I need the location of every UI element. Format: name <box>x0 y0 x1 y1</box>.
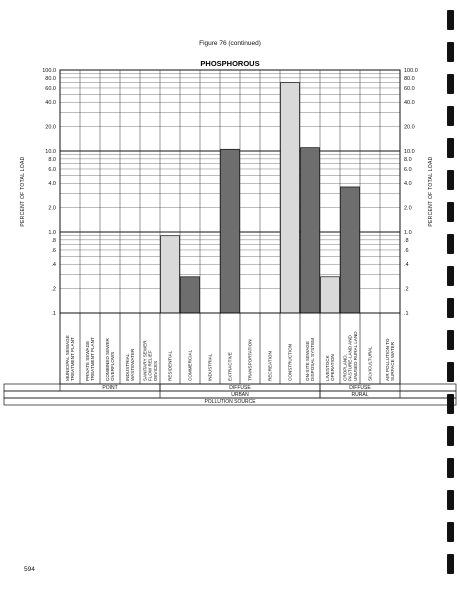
category-label-line: WASTEWATER <box>130 348 136 381</box>
bar <box>161 236 180 313</box>
category-label-line: CROPLAND, <box>342 354 348 381</box>
binder-tab <box>447 170 454 190</box>
y-tick-label-right: 20.0 <box>404 124 415 131</box>
group-label: URBAN <box>231 392 249 399</box>
y-tick-label-left: 2.0 <box>48 205 56 212</box>
category-label-line: COMBINED SEWER <box>105 338 110 381</box>
binder-tab <box>447 490 454 510</box>
y-tick-label-right: 8.0 <box>404 156 412 163</box>
binder-tab <box>447 138 454 158</box>
y-tick-label-left: 6.0 <box>48 166 56 173</box>
y-axis-label-right: PERCENT OF TOTAL LOAD <box>428 156 434 227</box>
group-label: RURAL <box>351 392 369 399</box>
category-label <box>288 344 293 381</box>
y-tick-label-left: 1.0 <box>48 230 56 236</box>
bar <box>321 277 340 313</box>
category-label-line: LIVESTOCK <box>325 355 330 381</box>
y-tick-label-right: 6.0 <box>404 166 412 173</box>
category-label <box>228 352 233 381</box>
category-label-line: INDUSTRIAL <box>125 353 130 381</box>
y-tick-label-right: 4.0 <box>404 181 412 188</box>
y-tick-label-right: 40.0 <box>404 100 415 107</box>
bar <box>221 149 240 313</box>
y-tick-label-left: .4 <box>51 262 56 269</box>
category-label <box>385 338 395 381</box>
category-label-line: PRIVATE SEWAGE <box>85 340 90 381</box>
category-label-line: TREATMENT PLANT <box>70 337 76 381</box>
category-label <box>65 335 75 381</box>
page-number: 594 <box>24 566 35 573</box>
binder-tab <box>447 394 454 414</box>
category-label-line: FLOW RELIEF <box>147 350 153 381</box>
category-label-line: OVERFLOWS <box>110 351 116 381</box>
binder-tab <box>447 10 454 30</box>
y-tick-label-right: .4 <box>404 262 409 269</box>
y-tick-label-right: 1.0 <box>404 230 412 236</box>
category-label-line: OPERATION <box>330 354 336 381</box>
category-label-line: SURFACE WATER <box>390 341 396 381</box>
group-row <box>4 391 456 398</box>
binder-tab <box>447 362 454 382</box>
binder-tab <box>447 234 454 254</box>
y-tick-label-left: 10.0 <box>45 149 56 155</box>
y-tick-label-right: 2.0 <box>404 205 412 212</box>
group-label: DIFFUSE <box>229 385 251 392</box>
bar <box>301 148 320 313</box>
y-tick-label-right: 60.0 <box>404 85 415 92</box>
category-label-line: INDUSTRIAL <box>207 353 213 381</box>
y-tick-label-right: .8 <box>404 237 409 244</box>
category-label-line: RECREATION <box>267 351 273 381</box>
category-label <box>208 353 213 381</box>
category-label <box>268 351 273 381</box>
group-label: POINT <box>102 385 118 392</box>
category-label <box>342 331 357 381</box>
y-tick-label-left: .6 <box>51 247 56 254</box>
category-label <box>125 348 135 381</box>
bar <box>341 187 360 313</box>
y-tick-label-right: 80.0 <box>404 75 415 82</box>
category-label-line: EXTRACTIVE <box>227 352 233 381</box>
category-label-line: TRANSPORTATION <box>247 339 253 381</box>
category-label <box>305 338 315 381</box>
binder-tab <box>447 522 454 542</box>
category-label-line: MUNICIPAL SEWAGE <box>65 335 70 381</box>
category-label-line: ON-SITE SEWAGE <box>305 341 310 381</box>
category-label-line: DISPOSAL SYSTEM <box>310 338 316 381</box>
category-label <box>188 349 193 381</box>
y-tick-label-right: .6 <box>404 247 409 254</box>
category-label <box>368 346 373 381</box>
binder-tab <box>447 74 454 94</box>
binder-tab <box>447 554 454 574</box>
category-label-line: AIR POLLUTION TO <box>385 338 390 381</box>
category-label-line: TREATMENT PLANT <box>90 337 96 381</box>
binder-tab <box>447 298 454 318</box>
figure-caption: Figure 76 (continued) <box>199 40 261 47</box>
y-tick-label-right: 10.0 <box>404 149 415 155</box>
binder-tab <box>447 42 454 62</box>
binder-tab <box>447 330 454 350</box>
category-label <box>85 337 95 381</box>
y-tick-label-left: .1 <box>51 311 56 317</box>
y-tick-label-left: 4.0 <box>48 181 56 188</box>
category-label-line: UNUSED RURAL LAND <box>352 331 358 381</box>
category-label-line: PASTURE-LAND AND <box>347 335 353 381</box>
y-tick-label-right: .1 <box>404 311 409 317</box>
binder-tab <box>447 458 454 478</box>
y-tick-label-left: 100.0 <box>42 68 56 74</box>
y-tick-label-left: .2 <box>51 286 56 293</box>
y-tick-label-left: 20.0 <box>45 124 56 131</box>
y-axis-label-left: PERCENT OF TOTAL LOAD <box>20 156 26 227</box>
binder-tab <box>447 426 454 446</box>
y-tick-label-left: .8 <box>51 237 56 244</box>
category-label <box>325 354 335 381</box>
y-tick-label-left: 40.0 <box>45 100 56 107</box>
category-label <box>105 337 115 381</box>
category-label-line: DEVICES <box>152 360 158 381</box>
category-label-line: SILVICULTURAL <box>367 346 373 381</box>
chart-title: PHOSPHOROUS <box>200 59 260 68</box>
y-tick-label-right: .2 <box>404 286 409 293</box>
category-label-line: CONSTRUCTION <box>287 343 293 381</box>
binder-tab <box>447 202 454 222</box>
binder-tab <box>447 106 454 126</box>
y-tick-label-right: 100.0 <box>404 68 418 74</box>
category-label <box>168 350 173 381</box>
category-label-line: SANITARY SEWER <box>142 340 148 381</box>
category-label <box>142 340 157 381</box>
bar <box>181 277 200 313</box>
category-label-line: RESIDENTIAL <box>167 350 173 381</box>
bar <box>281 83 300 313</box>
category-label-line: COMMERCIAL <box>187 349 193 381</box>
y-tick-label-left: 60.0 <box>45 85 56 92</box>
y-tick-label-left: 8.0 <box>48 156 56 163</box>
x-axis-label: POLLUTION SOURCE <box>204 399 256 406</box>
binder-tab <box>447 266 454 286</box>
group-label: DIFFUSE <box>349 385 371 392</box>
category-label <box>248 339 253 381</box>
y-tick-label-left: 80.0 <box>45 75 56 82</box>
